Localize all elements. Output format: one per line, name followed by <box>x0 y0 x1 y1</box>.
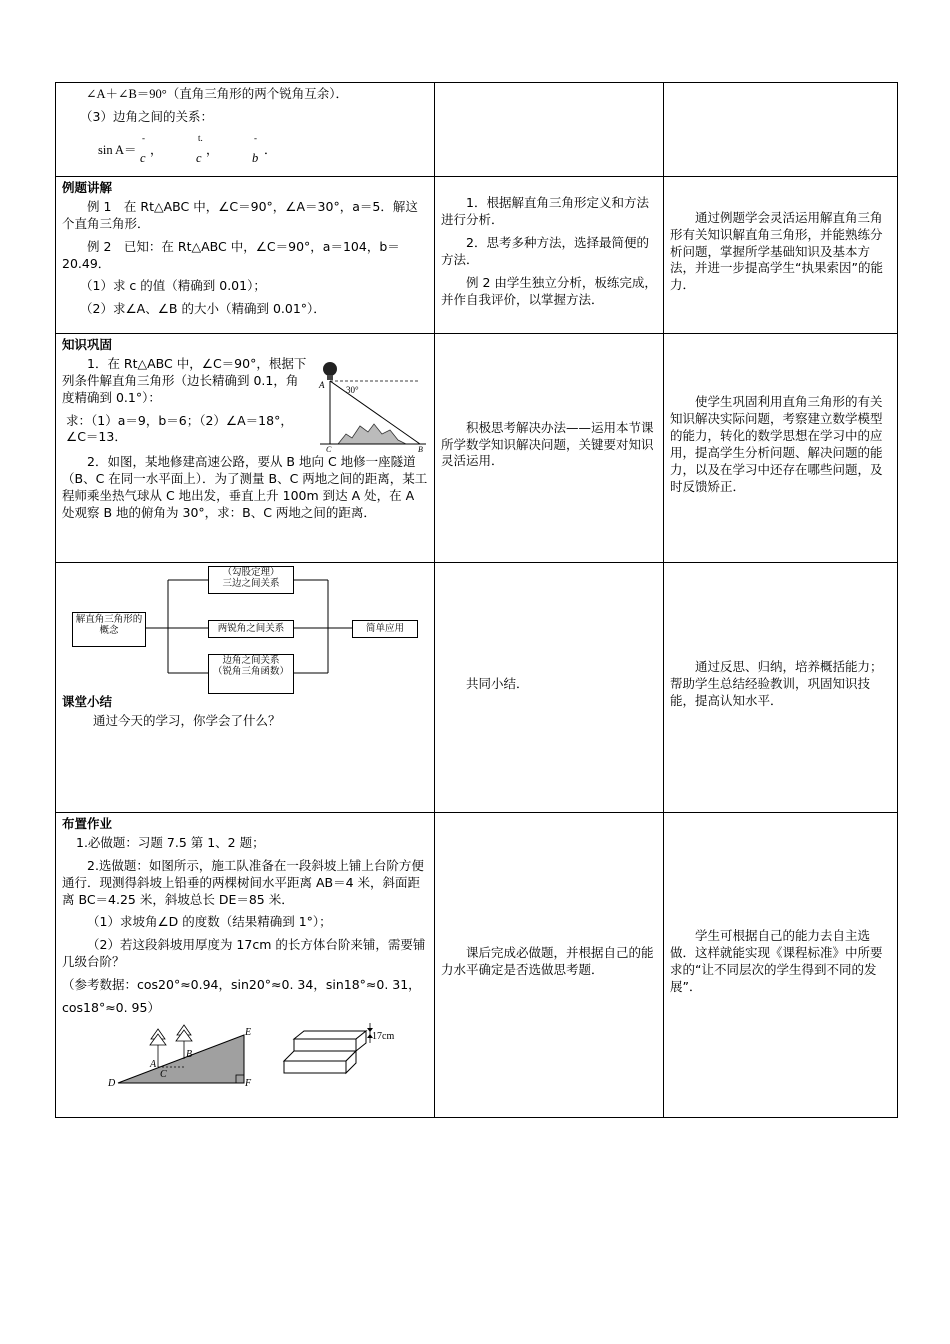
exercise-1: 1．在 Rt△ABC 中，∠C＝90°，根据下列条件解直角三角形（边长精确到 0.1，角度精确到 0.1°）： <box>62 355 307 405</box>
cell-consolidation-activity <box>435 334 664 563</box>
box-concept: 解直角三角形的概念 <box>72 612 146 647</box>
section-heading-consolidation: 知识巩固 <box>62 337 113 352</box>
exercise-2: 2．如图，某地修建高速公路，要从 B 地向 C 地修一座隧道（B、C 在同一水平面上）．为了测量 B、C 两地之间的距离，某工程师乘坐热气球从 C 地出发，垂直上升 100m 到达 A 处，在 A 处观察 B 地的俯角为 30°，求：B、C 两地之间的距离． <box>62 453 428 520</box>
cell-examples-purpose <box>664 177 898 334</box>
point-a-label: A <box>319 379 325 390</box>
balloon-figure <box>316 360 428 452</box>
activity-text: 共同小结． <box>466 676 529 692</box>
section-heading-summary: 课堂小结 <box>62 694 113 709</box>
cell-examples-activity <box>435 177 664 334</box>
purpose-text: 通过反思、归纳，培养概括能力；帮助学生总结经验教训，巩固知识技能，提高认知水平． <box>670 659 883 708</box>
knowledge-flowchart <box>62 566 428 694</box>
cell-consolidation-content <box>56 334 435 563</box>
cell-relations-content <box>56 83 435 177</box>
purpose-text: 使学生巩固利用直角三角形的有关知识解决实际问题，考察建立数学模型的能力，转化的数学思想在学习中的应用，提高学生分析问题、解决问题的能力，以及在学习中还存在哪些问题，及时反馈矫正． <box>670 394 883 494</box>
box-application: 简单应用 <box>352 620 418 638</box>
box-two-angles: 两锐角之间关系 <box>208 620 294 638</box>
balloon-basket <box>327 375 333 380</box>
point-d-label: D <box>108 1077 116 1087</box>
cell-homework-activity <box>435 813 664 1118</box>
point-f-label: F <box>245 1077 252 1087</box>
period: ． <box>264 142 277 157</box>
fraction-denominator: c <box>196 150 202 165</box>
cell-empty <box>664 83 898 177</box>
homework-question-1: （1）求坡角∠D 的度数（结果精确到 1°）； <box>87 914 332 930</box>
slope-figure <box>62 1023 416 1087</box>
purpose-text: 学生可根据自己的能力去自主选做．这样就能实现《课程标准》中所要求的“让不同层次的学生得到不同的发展”． <box>670 928 883 994</box>
reference-data-line-2: cos18°≈0. 95） <box>62 999 160 1015</box>
angle-sum-text: ∠A＋∠B＝90°（直角三角形的两个锐角互余）． <box>86 87 349 101</box>
cell-examples-content <box>56 177 435 334</box>
row-summary <box>56 563 898 813</box>
row-consolidation <box>56 334 898 563</box>
cell-empty <box>435 83 664 177</box>
activity-step-3: 例 2 由学生独立分析，板练完成，并作自我评价，以掌握方法． <box>441 274 657 307</box>
homework-question-2: （2）若这段斜坡用厚度为 17cm 的长方体台阶来铺，需要铺几级台阶？ <box>62 937 426 970</box>
section-heading-homework: 布置作业 <box>62 816 113 831</box>
cell-summary-activity <box>435 563 664 813</box>
point-c-label: C <box>326 444 332 452</box>
point-b-label: B <box>186 1048 193 1060</box>
row-relations <box>56 83 898 177</box>
box-side-angle: 边角之间关系 （锐角三角函数） <box>208 654 294 694</box>
fraction-numerator: - <box>142 132 145 143</box>
slope-triangle <box>118 1035 244 1083</box>
fraction-denominator: b <box>252 150 259 165</box>
example-2: 例 2 已知：在 Rt△ABC 中，∠C＝90°，a＝104，b＝20.49． <box>62 238 400 271</box>
activity-text: 积极思考解决办法——运用本节课所学数学知识解决问题，关键要对知识灵活运用． <box>441 419 654 469</box>
point-e-label: E <box>245 1026 252 1038</box>
sin-label: sin A＝ <box>98 142 137 157</box>
point-b-label: B <box>418 444 423 452</box>
cell-summary-content <box>56 563 435 813</box>
stairs-icon <box>284 1023 373 1073</box>
fraction-numerator: - <box>254 132 257 143</box>
exercise-1-conditions: 求：（1）a＝9，b＝6；（2）∠A＝18°，∠C＝13． <box>66 412 293 445</box>
row-examples <box>56 177 898 334</box>
cell-consolidation-purpose <box>664 334 898 563</box>
section-heading-examples: 例题讲解 <box>62 180 113 195</box>
example-1: 例 1 在 Rt△ABC 中，∠C＝90°，∠A＝30°，a＝5．解这个直角三角形． <box>62 198 418 231</box>
activity-step-2: 2．思考多种方法，选择最简便的方法． <box>441 235 649 267</box>
cell-homework-purpose <box>664 813 898 1118</box>
exercise-1-block <box>62 356 428 454</box>
fraction-numerator: t. <box>198 132 203 143</box>
activity-text: 课后完成必做题，并根据自己的能力水平确定是否选做思考题． <box>441 945 654 977</box>
cell-homework-content <box>56 813 435 1118</box>
example-2-question-2: （2）求∠A、∠B 的大小（精确到 0.01°）． <box>80 301 326 317</box>
balloon-icon <box>323 362 337 376</box>
activity-step-1: 1．根据解直角三角形定义和方法进行分析． <box>441 195 649 228</box>
example-2-question-1: （1）求 c 的值（精确到 0.01）； <box>80 278 266 294</box>
trig-formula <box>98 132 428 168</box>
side-angle-relation-text: （3）边角之间的关系： <box>80 108 213 124</box>
reference-data-line-1: （参考数据：cos20°≈0.94，sin20°≈0. 34，sin18°≈0. 31， <box>62 977 421 992</box>
summary-question: 通过今天的学习，你学会了什么？ <box>93 712 281 728</box>
fraction-denominator: c <box>140 150 146 165</box>
homework-required: 1.必做题：习题 7.5 第 1、2 题； <box>76 834 265 850</box>
row-homework <box>56 813 898 1118</box>
box-three-sides: （勾股定理） 三边之间关系 <box>208 566 294 594</box>
separator: ， <box>206 142 219 157</box>
homework-optional: 2.选做题：如图所示，施工队准备在一段斜坡上铺上台阶方便通行．现测得斜坡上铅垂的两棵树间水平距离 AB＝4 米，斜面距离 BC＝4.25 米，斜坡总长 DE＝85 米． <box>62 857 424 907</box>
purpose-text: 通过例题学会灵活运用解直角三角形有关知识解直角三角形，并能熟练分析问题，掌握所学基础知识及基本方法，并进一步提高学生“执果索因”的能力． <box>670 209 883 293</box>
angle-label: 30° <box>346 384 359 395</box>
cell-summary-purpose <box>664 563 898 813</box>
thickness-label: 17cm <box>372 1030 395 1042</box>
point-c-label: C <box>160 1068 167 1080</box>
lesson-plan-table <box>55 82 898 1118</box>
point-a-label: A <box>150 1058 157 1070</box>
separator: ， <box>150 142 163 157</box>
